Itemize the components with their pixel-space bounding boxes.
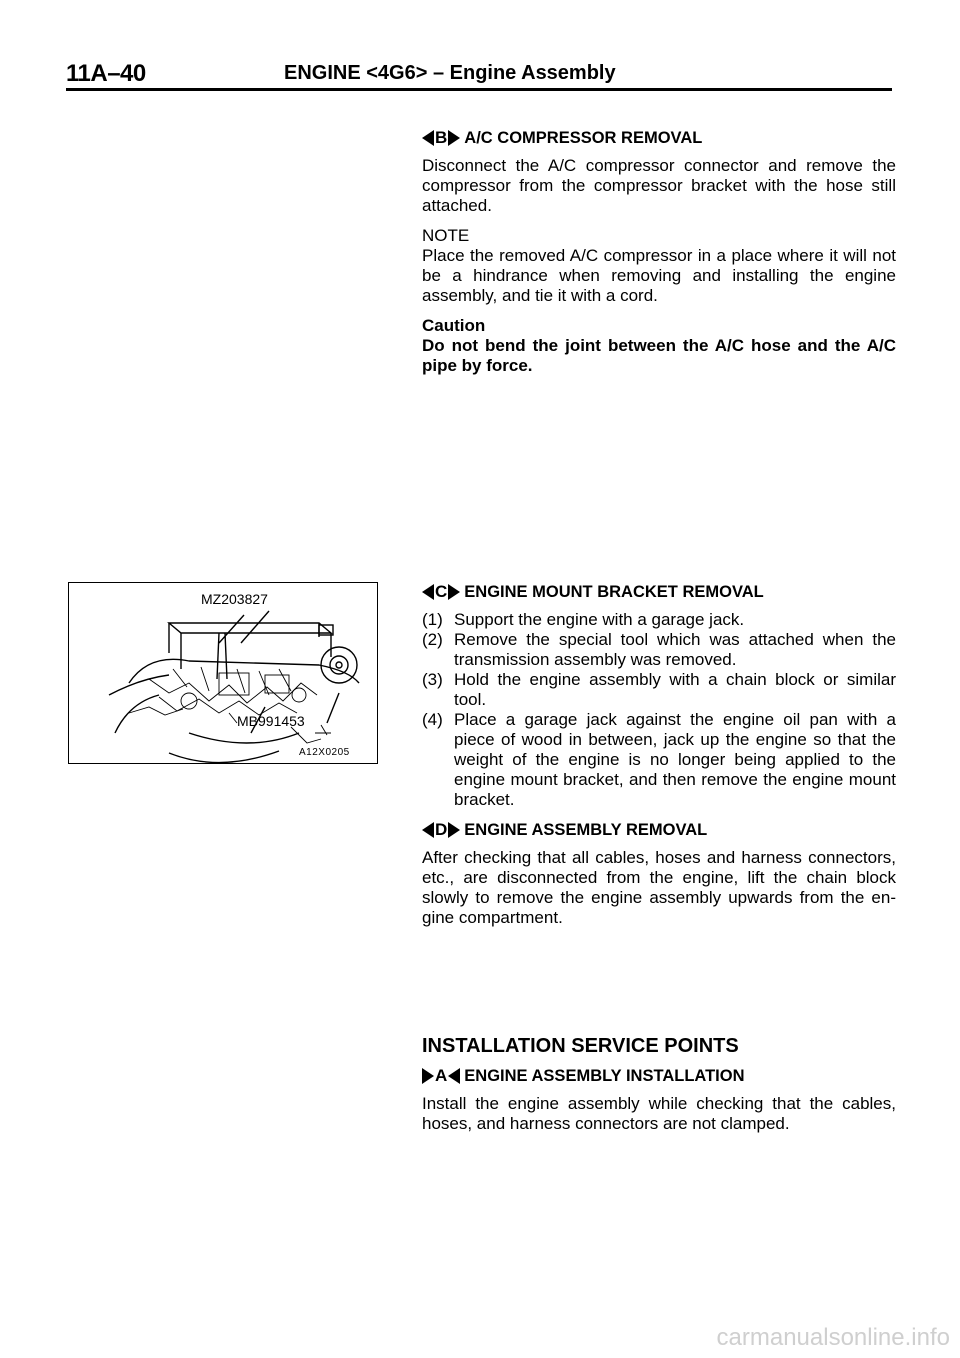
- page-title: ENGINE <4G6> – Engine Assembly: [284, 62, 616, 84]
- triangle-right-icon: [422, 1068, 434, 1084]
- section-engine-mount-bracket-removal: [422, 582, 896, 928]
- section-heading: [422, 128, 896, 148]
- lifting-beam: [169, 623, 331, 633]
- tool-label-bottom: MB991453: [237, 713, 305, 729]
- section-body: Disconnect the A/C compressor connector and remove the compressor from the compressor bracket with the hose still attached.: [422, 156, 896, 215]
- list-item: (1) Support the engine with a garage jack.: [422, 610, 745, 629]
- section-heading-text: ENGINE MOUNT BRACKET REMOVAL: [464, 583, 764, 601]
- header-rule: [66, 88, 892, 91]
- note-text: Place the removed A/C compressor in a place where it will not be a hindrance when removing and installing the engine assembly, and tie it with a cord.: [422, 246, 896, 305]
- pulley: [321, 647, 357, 683]
- tool-label-top: MZ203827: [201, 591, 268, 607]
- triangle-left-icon: [448, 1068, 460, 1084]
- triangle-right-icon: [448, 130, 460, 146]
- triangle-right-icon: [448, 584, 460, 600]
- installation-heading: INSTALLATION SERVICE POINTS: [422, 1035, 739, 1057]
- section-heading: [422, 1066, 896, 1086]
- watermark: carmanualsonline.info: [716, 1324, 950, 1351]
- engine-lifting-figure: [68, 582, 378, 764]
- section-heading-text: ENGINE ASSEMBLY REMOVAL: [464, 821, 708, 839]
- section-ac-compressor-removal: [422, 128, 896, 376]
- caution-label: Caution: [422, 316, 486, 335]
- section-heading-text: A/C COMPRESSOR REMOVAL: [464, 129, 703, 147]
- section-heading: [422, 582, 896, 602]
- section-body: Install the engine assembly while checking that the cables, hoses, and harness connectors are not clamped.: [422, 1094, 896, 1133]
- section-heading: [422, 820, 896, 840]
- figure-code: A12X0205: [299, 747, 350, 758]
- caution-text: Do not bend the joint between the A/C hose and the A/C pipe by force.: [422, 336, 896, 375]
- service-point-marker: B: [422, 128, 460, 148]
- service-point-marker: D: [422, 820, 460, 840]
- section-heading-text: ENGINE ASSEMBLY INSTALLATION: [464, 1067, 745, 1085]
- triangle-left-icon: [422, 584, 434, 600]
- triangle-left-icon: [422, 130, 434, 146]
- page-number: 11A–40: [66, 60, 146, 87]
- list-item: (2) Remove the special tool which was attached when the transmission assembly was removed.: [422, 630, 896, 669]
- list-item: (4) Place a garage jack against the engine oil pan with a piece of wood in between, jack up the engine so that the weight of the engine is no longer being applied to the engine mount bracket, and then remove the engine mount bracket.: [422, 710, 896, 809]
- section-installation-service-points: [422, 1036, 896, 1134]
- note-label: NOTE: [422, 226, 470, 245]
- section-body: After checking that all cables, hoses and harness connectors, etc., are disconnected from the engine, lift the chain block slowly to remove the engine assembly upwards from the en- gine compartment.: [422, 848, 896, 927]
- service-point-marker: A: [422, 1066, 460, 1086]
- list-item: (3) Hold the engine assembly with a chain block or similar tool.: [422, 670, 896, 709]
- engine-illustration: [69, 583, 377, 763]
- triangle-left-icon: [422, 822, 434, 838]
- procedure-steps: [422, 610, 896, 810]
- triangle-right-icon: [448, 822, 460, 838]
- page-header: [66, 60, 892, 96]
- service-point-marker: C: [422, 582, 460, 602]
